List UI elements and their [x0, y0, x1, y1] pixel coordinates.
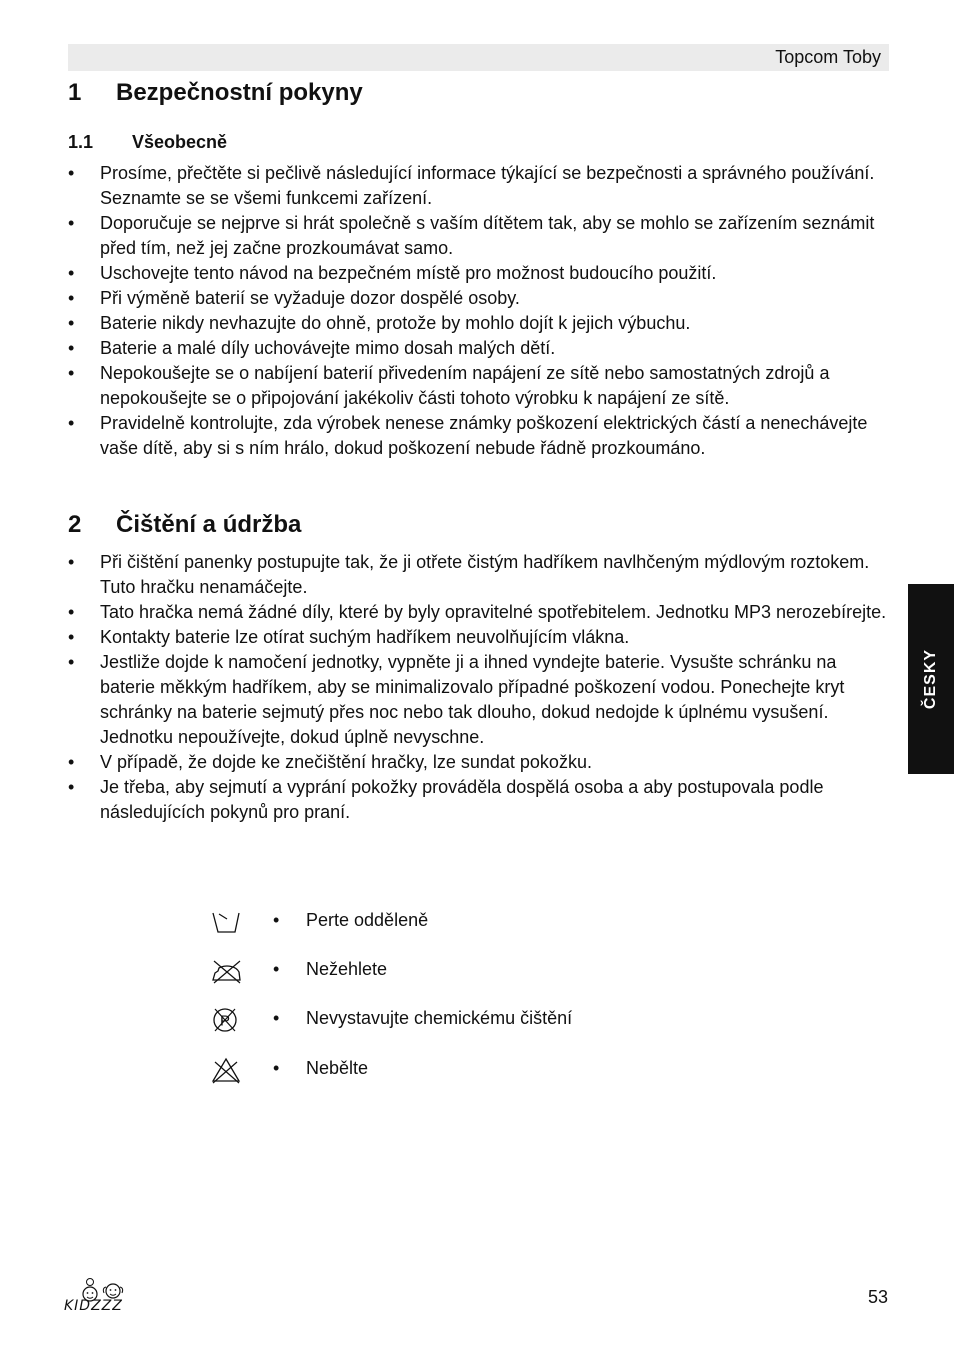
care-text: Perte odděleně — [306, 910, 429, 930]
list-item: • Jestliže dojde k namočení jednotky, vypněte ji a ihned vyndejte baterie. Vysušte schránku na baterie měkkým hadříkem, aby se minimalizovalo případné poškození vodou. Ponechejte kryt schránky na baterie sejmutý přes noc nebo tak dlouho, dokud nedojde k úplnému vysušení. Jednotku nepoužívejte, dokud úplně nevyschne. — [68, 650, 890, 750]
list-item: • Prosíme, přečtěte si pečlivě následující informace týkající se bezpečnosti a správného používání. Seznamte se se všemi funkcemi zařízení. — [68, 161, 890, 211]
list-item: • Baterie nikdy nevhazujte do ohně, protože by mohlo dojít k jejich výbuchu. — [68, 311, 890, 336]
subsection-1-1-heading — [68, 131, 227, 153]
list-item: • Při čištění panenky postupujte tak, že ji otřete čistým hadříkem navlhčeným mýdlovým roztokem. Tuto hračku nenamáčejte. — [68, 550, 890, 600]
cleaning-list — [68, 550, 890, 825]
care-row-iron — [210, 957, 710, 985]
section-2-title: Čištění a údržba — [116, 511, 302, 538]
subsection-1-1-title: Všeobecně — [132, 132, 228, 152]
svg-text:KIDZZZ: KIDZZZ — [64, 1298, 123, 1314]
page-number: 53 — [867, 1287, 888, 1307]
subsection-1-1-number: 1.1 — [68, 132, 94, 152]
no-dry-clean-icon — [210, 1006, 244, 1034]
svg-text:P: P — [219, 1012, 231, 1030]
no-iron-icon — [210, 957, 244, 985]
care-text: Nežehlete — [306, 959, 388, 979]
header-bar — [68, 44, 889, 71]
safety-list — [68, 161, 890, 461]
list-item: • Pravidelně kontrolujte, zda výrobek nenese známky poškození elektrických částí a nenechávejte vaše dítě, aby si s ním hrálo, dokud poškození nebude řádně prozkoumáno. — [68, 411, 890, 461]
care-row-bleach — [210, 1056, 710, 1084]
care-bullet: • — [273, 959, 280, 979]
header-title: Topcom Toby — [775, 47, 881, 67]
section-1-heading — [68, 78, 363, 108]
list-item: • Tato hračka nemá žádné díly, které by byly opravitelné spotřebitelem. Jednotku MP3 nerozebírejte. — [68, 600, 890, 625]
list-item: • Uschovejte tento návod na bezpečném místě pro možnost budoucího použití. — [68, 261, 890, 286]
kidzzz-logo — [62, 1274, 136, 1316]
section-1-title: Bezpečnostní pokyny — [116, 79, 363, 106]
list-item: • Při výměně baterií se vyžaduje dozor dospělé osoby. — [68, 286, 890, 311]
list-item: • Kontakty baterie lze otírat suchým hadříkem neuvolňujícím vlákna. — [68, 625, 890, 650]
care-bullet: • — [273, 1058, 280, 1078]
care-row-dryclean — [210, 1006, 710, 1034]
section-2-heading — [68, 510, 301, 540]
list-item: • Nepokoušejte se o nabíjení baterií přivedením napájení ze sítě nebo samostatných zdrojů a nepokoušejte se o připojování jakékoliv části tohoto výrobku k napájení ze sítě. — [68, 361, 890, 411]
care-row-wash — [210, 908, 710, 936]
list-item: • Baterie a malé díly uchovávejte mimo dosah malých dětí. — [68, 336, 890, 361]
language-tab-label: ČESKY — [922, 648, 939, 710]
care-bullet: • — [273, 1008, 280, 1028]
list-item: • V případě, že dojde ke znečištění hračky, lze sundat pokožku. — [68, 750, 890, 775]
care-text: Nebělte — [306, 1058, 369, 1078]
section-2-number: 2 — [68, 511, 82, 538]
language-tab — [908, 584, 954, 774]
section-1-number: 1 — [68, 79, 82, 106]
care-bullet: • — [273, 910, 280, 930]
hand-wash-icon — [210, 908, 244, 936]
no-bleach-icon — [210, 1056, 244, 1084]
care-text: Nevystavujte chemickému čištění — [306, 1008, 573, 1028]
list-item: • Doporučuje se nejprve si hrát společně s vaším dítětem tak, aby se mohlo se zařízením seznámit před tím, než jej začne prozkoumávat samo. — [68, 211, 890, 261]
list-item: • Je třeba, aby sejmutí a vyprání pokožky prováděla dospělá osoba a aby postupovala podle následujících pokynů pro praní. — [68, 775, 890, 825]
